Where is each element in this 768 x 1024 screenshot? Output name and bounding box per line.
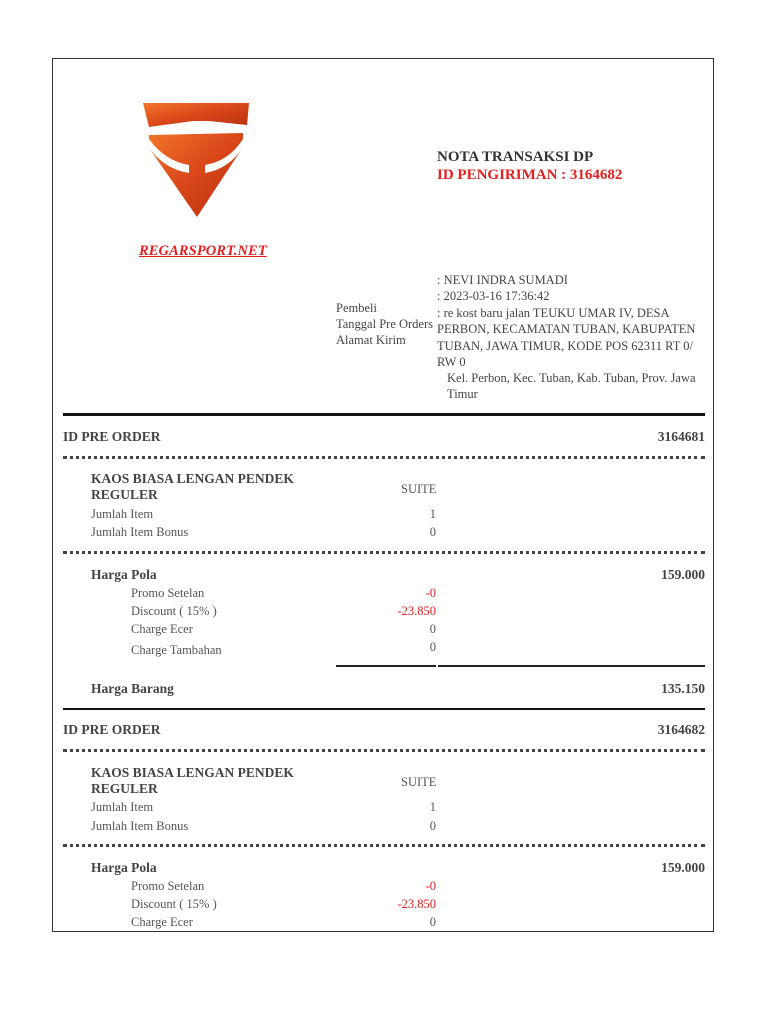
promo-label: Promo Setelan (131, 879, 205, 893)
section-divider (63, 413, 705, 416)
date-label: Tanggal Pre Orders (336, 317, 434, 331)
order-id-label: ID PRE ORDER (63, 429, 161, 444)
product-variant: SUITE (401, 482, 437, 496)
dashed-divider (63, 844, 705, 847)
subtotal-rule (336, 665, 436, 667)
promo-label: Promo Setelan (131, 586, 205, 600)
dashed-divider (63, 749, 705, 752)
order-id-label: ID PRE ORDER (63, 722, 161, 737)
qty-label: Jumlah Item (91, 507, 154, 521)
qty-value: 1 (429, 507, 436, 521)
charge-tambahan-label: Charge Tambahan (131, 643, 222, 657)
buyer-name: : NEVI INDRA SUMADI (437, 273, 568, 287)
charge-ecer-value: 0 (429, 622, 436, 636)
address-label: Alamat Kirim (336, 333, 406, 347)
order-id: 3164681 (657, 429, 705, 444)
discount-label: Discount ( 15% ) (131, 897, 217, 911)
brand-name: REGARSPORT.NET (139, 243, 267, 259)
price-label: Harga Pola (91, 860, 157, 875)
qty-value: 1 (429, 800, 436, 814)
buyer-labels (336, 300, 433, 348)
order-date: : 2023-03-16 17:36:42 (437, 289, 550, 304)
promo-value: -0 (425, 586, 436, 600)
regarsport-logo-icon (139, 99, 253, 221)
shipping-id: ID PENGIRIMAN : 3164682 (437, 167, 623, 183)
total-label: Harga Barang (91, 681, 174, 696)
dashed-divider (63, 551, 705, 554)
buyer-values (437, 272, 702, 370)
receipt-document (52, 58, 714, 932)
order-id: 3164682 (657, 722, 705, 737)
price-label: Harga Pola (91, 567, 157, 582)
discount-value: -23.850 (397, 604, 436, 618)
discount-value: -23.850 (397, 897, 436, 911)
product-name: KAOS BIASA LENGAN PENDEK REGULER (91, 765, 294, 796)
charge-ecer-label: Charge Ecer (131, 622, 193, 636)
subtotal-rule (438, 665, 705, 667)
qty-label: Jumlah Item (91, 800, 154, 814)
section-divider (63, 708, 705, 710)
charge-ecer-label: Charge Ecer (131, 915, 193, 929)
product-name: KAOS BIASA LENGAN PENDEK REGULER (91, 471, 294, 502)
product-variant: SUITE (401, 775, 437, 789)
price-value: 159.000 (661, 860, 705, 875)
promo-value: -0 (425, 879, 436, 893)
bonus-label: Jumlah Item Bonus (91, 819, 189, 833)
bonus-value: 0 (429, 819, 436, 833)
charge-ecer-value: 0 (429, 915, 436, 929)
price-value: 159.000 (661, 567, 705, 582)
shipping-address: : re kost baru jalan TEUKU UMAR IV, DESA PERBON, KECAMATAN TUBAN, KABUPATEN TUBAN, JAWA TIMUR, KODE POS 62311 RT 0/ RW 0 (437, 305, 696, 370)
document-title: NOTA TRANSAKSI DP (437, 149, 594, 165)
charge-tambahan-value: 0 (429, 640, 436, 654)
total-value: 135.150 (661, 681, 705, 696)
discount-label: Discount ( 15% ) (131, 604, 217, 618)
bonus-value: 0 (429, 525, 436, 539)
dashed-divider (63, 456, 705, 459)
bonus-label: Jumlah Item Bonus (91, 525, 189, 539)
buyer-label: Pembeli (336, 301, 377, 315)
address-region: Kel. Perbon, Kec. Tuban, Kab. Tuban, Prov. Jawa Timur (447, 371, 696, 402)
